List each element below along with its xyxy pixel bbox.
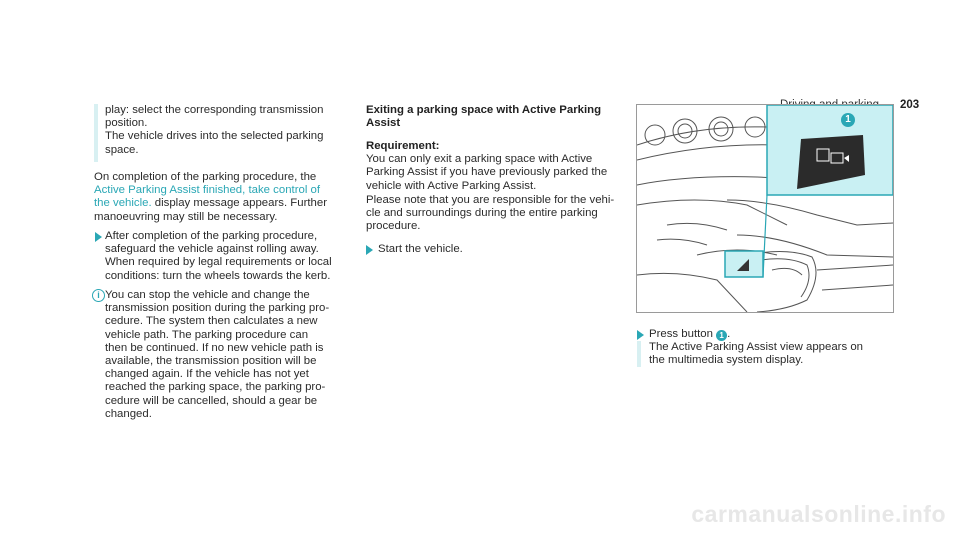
text-line: safeguard the vehicle against rolling away. — [105, 243, 319, 256]
step-arrow-icon — [95, 232, 102, 242]
step-arrow-icon — [637, 330, 644, 340]
text-line: play: select the corresponding transmission — [105, 104, 324, 116]
step-start-vehicle — [378, 243, 618, 256]
section-heading — [366, 104, 626, 130]
text-line: cedure will be cancelled, should a gear be — [105, 394, 318, 407]
text-line: transmission position during the parking pro- — [105, 302, 330, 315]
text-line: Parking Assist if you have previously parked the — [366, 166, 608, 179]
text-line: vehicle with Active Parking Assist. — [366, 179, 537, 192]
text-line: The Active Parking Assist view appears on — [649, 341, 863, 354]
text-line: Start the vehicle. — [378, 243, 463, 255]
note-block — [105, 289, 360, 421]
step-arrow-icon — [366, 245, 373, 255]
text-line: cedure. The system then calculates a new — [105, 315, 318, 328]
display-message: the vehicle. — [94, 197, 152, 210]
text-line: On completion of the parking procedure, the — [94, 171, 317, 183]
heading-line: Exiting a parking space with Active Parking — [366, 104, 602, 116]
text-line: cle and surroundings during the entire parking — [366, 207, 598, 220]
text-line: procedure. — [366, 220, 421, 233]
text-line: After completion of the parking procedure, — [105, 230, 318, 242]
info-icon: i — [92, 289, 105, 302]
text-line: display message appears. Further — [151, 197, 328, 210]
page-number: 203 — [900, 99, 920, 111]
text-line: Please note that you are responsible for the vehi- — [366, 194, 615, 206]
display-message: Active Parking Assist finished, take control of — [94, 184, 321, 197]
responsibility-note — [366, 194, 631, 234]
text-line: vehicle path. The parking procedure can — [105, 328, 309, 341]
text-line: manoeuvring may still be necessary. — [94, 210, 278, 223]
text-line: space. — [105, 143, 139, 156]
result-bar — [637, 341, 641, 367]
text-line: The vehicle drives into the selected parking — [105, 130, 324, 143]
dashboard-illustration — [636, 104, 894, 313]
text-line: conditions: turn the wheels towards the kerb. — [105, 269, 331, 282]
text-line: position. — [105, 117, 148, 130]
step-block — [105, 230, 360, 283]
callout-badge-1: 1 — [841, 113, 855, 127]
intro-block — [105, 104, 355, 157]
text-line: changed again. If the vehicle has not yet — [105, 368, 309, 381]
text-line: reached the parking space, the parking pro- — [105, 381, 326, 394]
text-line: then be continued. If no new vehicle path is — [105, 341, 324, 354]
text-line: Press button — [649, 328, 717, 340]
text-line: You can stop the vehicle and change the — [105, 289, 310, 301]
text-line: . — [727, 328, 731, 340]
text-line: available, the transmission position will be — [105, 355, 317, 368]
requirement-block — [366, 140, 631, 193]
completion-paragraph — [94, 171, 359, 224]
press-button-step — [649, 328, 899, 368]
watermark: carmanualsonline.info — [691, 501, 946, 527]
text-line: the multimedia system display. — [649, 354, 804, 367]
button-badge: 1 — [716, 330, 727, 341]
text-line: changed. — [105, 407, 152, 420]
text-line: When required by legal requirements or local — [105, 256, 332, 269]
heading-line: Assist — [366, 117, 401, 130]
continuation-bar — [94, 104, 98, 162]
text-line: You can only exit a parking space with Active — [366, 153, 593, 166]
center-console-drawing — [637, 105, 893, 312]
footer — [0, 501, 960, 533]
requirement-label: Requirement: — [366, 140, 440, 152]
